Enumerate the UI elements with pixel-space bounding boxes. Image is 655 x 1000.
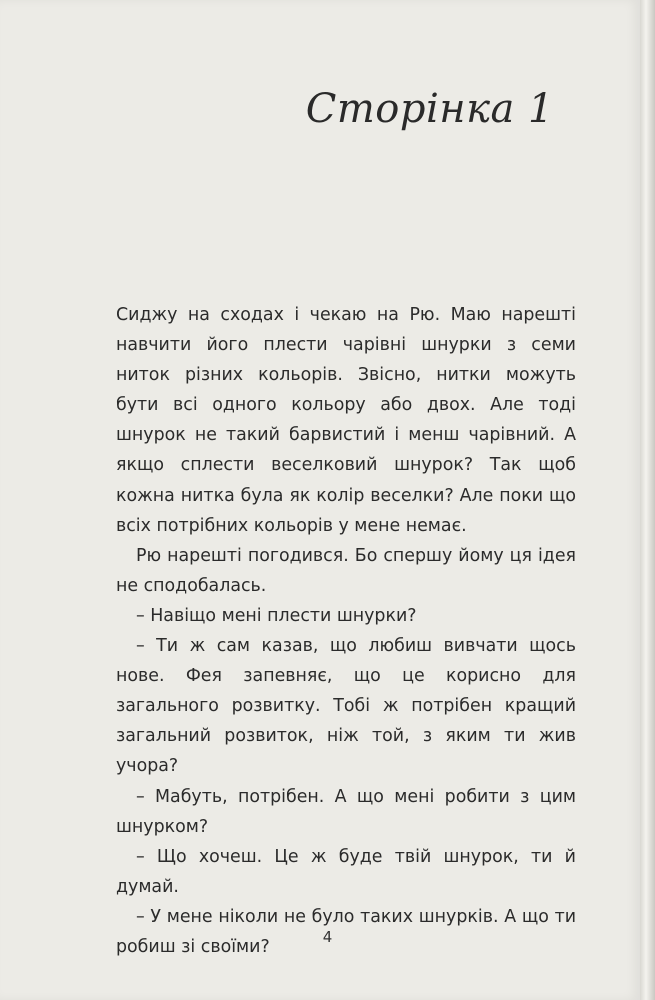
paragraph: Сиджу на сходах і чекаю на Рю. Маю нарешті навчити його плести чарівні шнурки з семи ниток різних кольорів. Звісно, нитки можуть бути всі одного кольору або двох. Але тоді шнурок не такий барвистий і менш чарівний. А якщо сплести веселковий шнурок? Так щоб кожна нитка була як колір веселки? Але поки що всіх потрібних кольорів у мене немає. [116, 305, 576, 536]
page-edge [640, 0, 655, 1000]
dialogue-line: – У мене ніколи не було таких шнурків. А що ти робиш зі своїми? [116, 906, 576, 957]
paragraph: Рю нарешті погодився. Бо спершу йому ця ідея не сподобалась. [116, 545, 576, 596]
page-body-text [116, 300, 576, 962]
dialogue-line: – Що хочеш. Це ж буде твій шнурок, ти й думай. [116, 846, 576, 897]
dialogue-line: – Мабуть, потрібен. А що мені робити з цим шнурком? [116, 786, 576, 837]
page-number: 4 [322, 928, 333, 946]
dialogue-line: – Ти ж сам казав, що любиш вивчати щось нове. Фея запевняє, що це корисно для загального розвитку. Тобі ж потрібен кращий загальний розвиток, ніж той, з яким ти жив учора? [116, 636, 576, 777]
dialogue-line: – Навіщо мені плести шнурки? [136, 605, 417, 626]
chapter-title: Сторінка 1 [305, 86, 554, 132]
